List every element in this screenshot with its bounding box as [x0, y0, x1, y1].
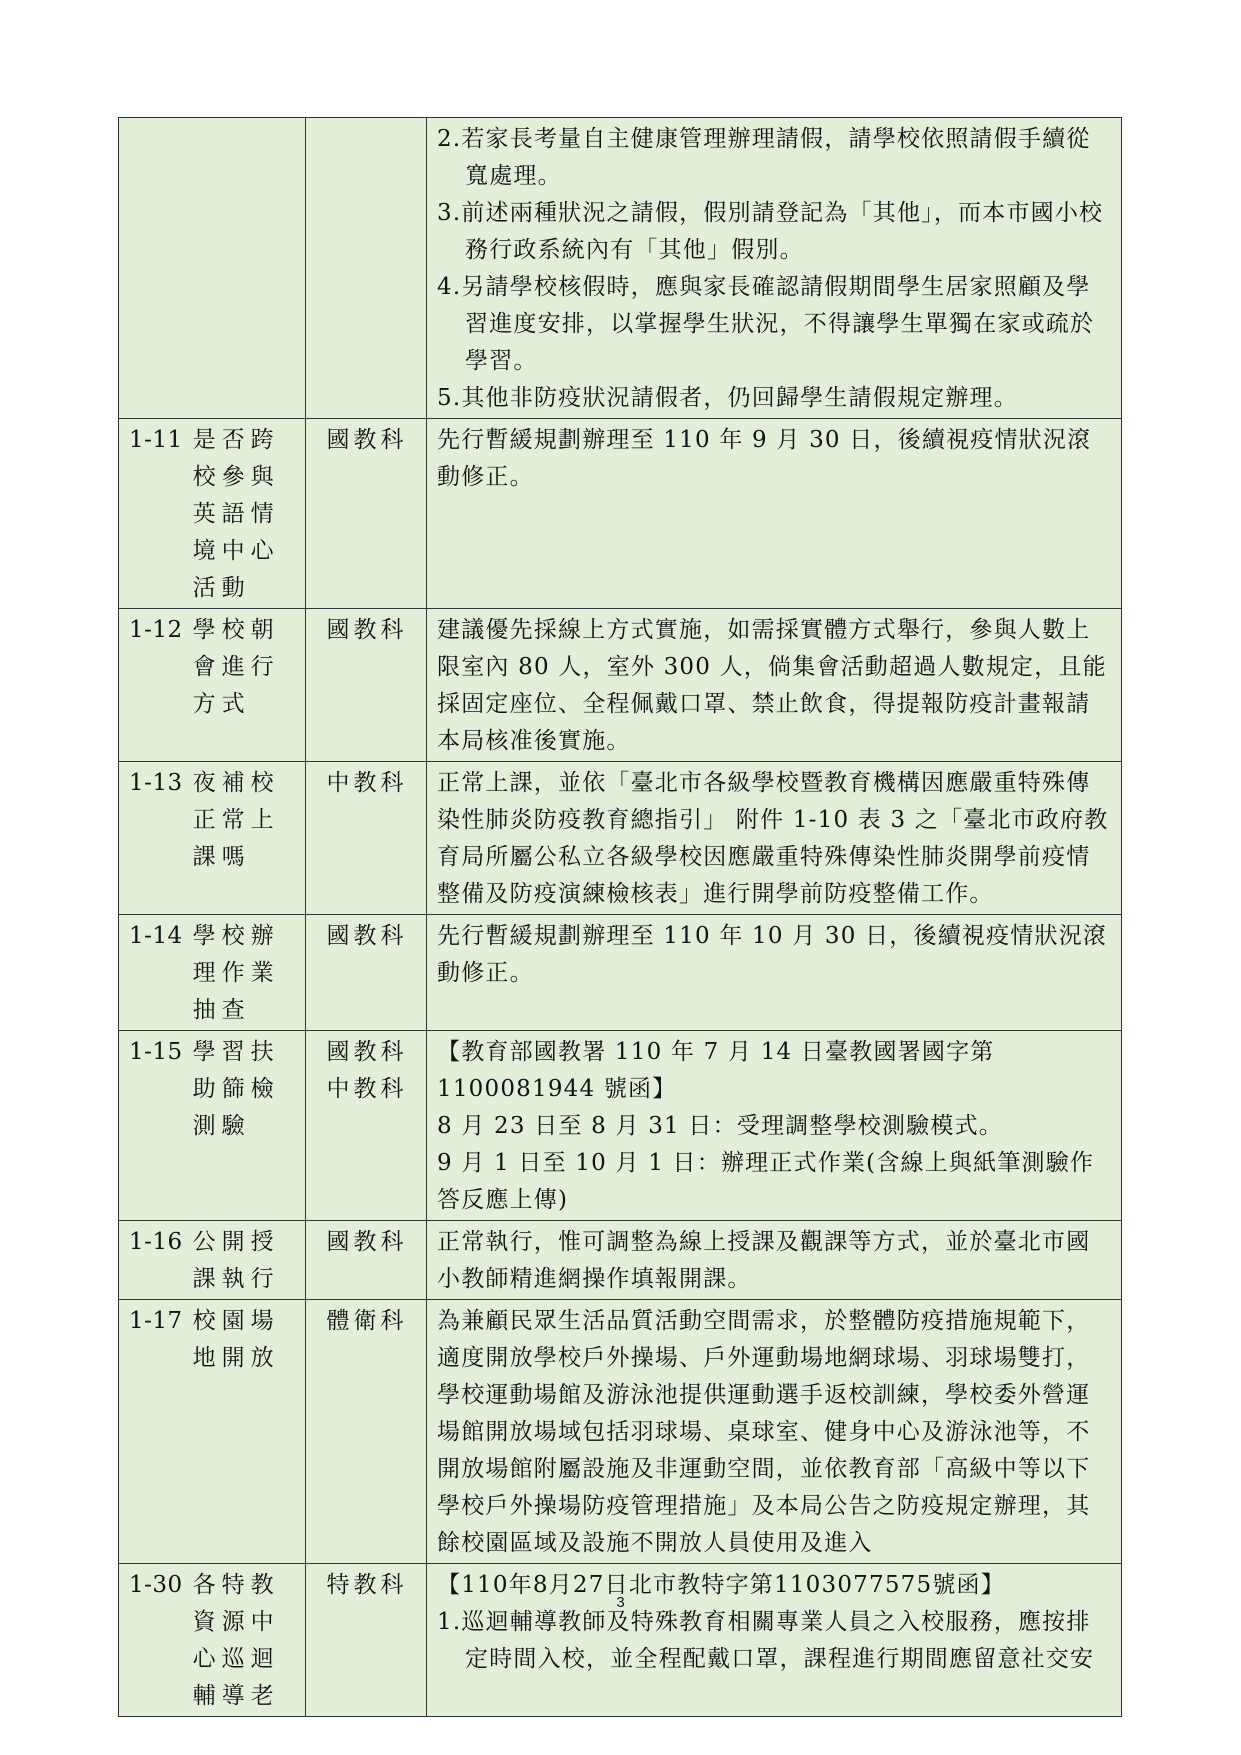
item-number: 1-16 — [129, 1229, 183, 1255]
table-row — [119, 915, 1122, 1031]
content-paragraph: 【110年8月27日北市教特字第1103077575號函】 — [437, 1572, 1005, 1598]
item-title: 公開授課執行 — [192, 1229, 280, 1292]
content-paragraph: 8 月 23 日至 8 月 31 日：受理調整學校測驗模式。 — [437, 1113, 1003, 1139]
table-row — [119, 609, 1122, 762]
dept-cell — [306, 609, 427, 762]
dept-name: 國教科 — [326, 923, 408, 949]
item-cell — [119, 118, 306, 419]
dept-cell — [306, 762, 427, 915]
item-cell — [119, 1300, 306, 1564]
table-row — [119, 1221, 1122, 1300]
item-title: 各特教資源中心巡迴輔導老 — [192, 1572, 280, 1709]
item-title: 學校朝會進行方式 — [192, 617, 280, 717]
item-title: 是否跨校參與英語情境中心活動 — [192, 427, 280, 601]
dept-name: 中教科 — [326, 1076, 408, 1102]
table-row — [119, 118, 1122, 419]
content-paragraph: 5.其他非防疫狀況請假者，仍回歸學生請假規定辦理。 — [437, 385, 1018, 411]
content-table — [118, 117, 1122, 1717]
page-number: 3 — [616, 1594, 625, 1611]
dept-cell — [306, 1031, 427, 1221]
item-title: 學習扶助篩檢測驗 — [192, 1039, 280, 1139]
content-paragraph: 4.另請學校核假時，應與家長確認請假期間學生居家照顧及學習進度安排，以掌握學生狀況，不得讓學生單獨在家或疏於學習。 — [437, 274, 1095, 374]
item-number: 1-17 — [129, 1308, 183, 1334]
item-cell — [119, 419, 306, 609]
item — [129, 765, 297, 876]
item-number: 1-15 — [129, 1039, 183, 1065]
item-cell — [119, 609, 306, 762]
dept-cell — [306, 118, 427, 419]
content-cell — [427, 419, 1122, 609]
content-paragraph: 正常執行，惟可調整為線上授課及觀課等方式，並於臺北市國小教師精進網操作填報開課。 — [437, 1229, 1091, 1292]
item — [129, 1567, 297, 1715]
content-cell — [427, 1300, 1122, 1564]
dept-name: 中教科 — [326, 770, 408, 796]
table-row — [119, 419, 1122, 609]
dept-name: 國教科 — [326, 617, 408, 643]
item — [129, 422, 297, 607]
item-number: 1-12 — [129, 617, 183, 643]
item-title: 夜補校正常上課嗎 — [192, 770, 280, 870]
item-title: 學校辦理作業抽查 — [192, 923, 280, 1023]
content-paragraph: 為兼顧民眾生活品質活動空間需求，於整體防疫措施規範下，適度開放學校戶外操場、戶外運動場地網球場、羽球場雙打，學校運動場館及游泳池提供運動選手返校訓練，學校委外營運場館開放場域包括羽球場、桌球室、健身中心及游泳池等，不開放場館附屬設施及非運動空間，並依教育部「高級中等以下學校戶外操場防疫管理措施」及本局公告之防疫規定辦理，其餘校園區域及設施不開放人員使用及進入 — [437, 1308, 1091, 1556]
item-number: 1-30 — [129, 1572, 183, 1598]
content-paragraph: 建議優先採線上方式實施，如需採實體方式舉行，參與人數上限室內 80 人，室外 300 人，倘集會活動超過人數規定，且能採固定座位、全程佩戴口罩、禁止飲食，得提報防疫計畫報請本局核准後實施。 — [437, 617, 1107, 754]
item-cell — [119, 1031, 306, 1221]
content-paragraph: 【教育部國教署 110 年 7 月 14 日臺教國署國字第 1100081944 號函】 — [437, 1039, 995, 1102]
dept-name: 特教科 — [326, 1572, 408, 1598]
item — [129, 612, 297, 723]
dept-name: 國教科 — [326, 1229, 408, 1255]
content-cell — [427, 118, 1122, 419]
table-row — [119, 1300, 1122, 1564]
item-cell — [119, 762, 306, 915]
table-body — [119, 118, 1122, 1717]
content-cell — [427, 1221, 1122, 1300]
content-paragraph: 先行暫緩規劃辦理至 110 年 9 月 30 日，後續視疫情狀況滾動修正。 — [437, 427, 1092, 490]
item — [129, 1224, 297, 1298]
dept-cell — [306, 1221, 427, 1300]
dept-cell — [306, 1564, 427, 1717]
item-number: 1-14 — [129, 923, 183, 949]
item-number: 1-13 — [129, 770, 183, 796]
dept-name: 體衛科 — [326, 1308, 408, 1334]
content-cell — [427, 609, 1122, 762]
content-cell — [427, 762, 1122, 915]
content-paragraph: 先行暫緩規劃辦理至 110 年 10 月 30 日，後續視疫情狀況滾動修正。 — [437, 923, 1108, 986]
content-paragraph: 1.巡迴輔導教師及特殊教育相關專業人員之入校服務，應按排定時間入校，並全程配戴口罩，課程進行期間應留意社交安 — [437, 1609, 1095, 1672]
item — [129, 1034, 297, 1145]
item-number: 1-11 — [129, 427, 183, 453]
content-cell — [427, 1564, 1122, 1717]
dept-cell — [306, 419, 427, 609]
content-paragraph: 3.前述兩種狀況之請假，假別請登記為「其他」，而本市國小校務行政系統內有「其他」假別。 — [437, 200, 1104, 263]
dept-name: 國教科 — [326, 427, 408, 453]
item-title: 校園場地開放 — [192, 1308, 280, 1371]
table-row — [119, 762, 1122, 915]
table-row — [119, 1564, 1122, 1717]
content-cell — [427, 915, 1122, 1031]
content-paragraph: 9 月 1 日至 10 月 1 日：辦理正式作業(含線上與紙筆測驗作答反應上傳) — [437, 1150, 1095, 1213]
item-cell — [119, 915, 306, 1031]
item — [129, 918, 297, 1029]
content-paragraph: 正常上課，並依「臺北市各級學校暨教育機構因應嚴重特殊傳染性肺炎防疫教育總指引」 附件 1-10 表 3 之「臺北市政府教育局所屬公私立各級學校因應嚴重特殊傳染性肺炎開學前疫情整備及防疫演練檢核表」進行開學前防疫整備工作。 — [437, 770, 1109, 907]
content-paragraph: 2.若家長考量自主健康管理辦理請假，請學校依照請假手續從寬處理。 — [437, 126, 1091, 189]
content-cell — [427, 1031, 1122, 1221]
item-cell — [119, 1221, 306, 1300]
dept-cell — [306, 1300, 427, 1564]
dept-cell — [306, 915, 427, 1031]
table-row — [119, 1031, 1122, 1221]
item-cell — [119, 1564, 306, 1717]
item — [129, 1303, 297, 1377]
dept-name: 國教科 — [326, 1039, 408, 1065]
